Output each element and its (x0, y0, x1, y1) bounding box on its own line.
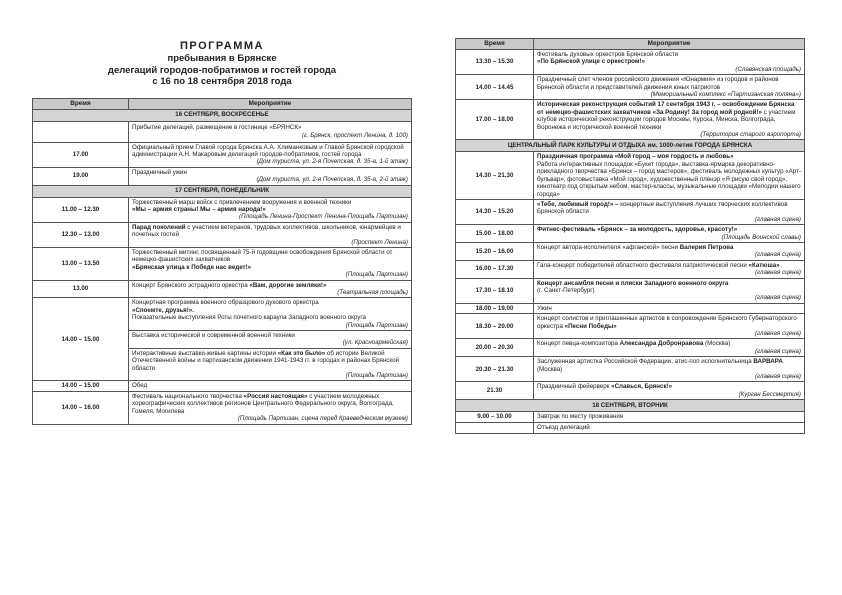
event-location: (Территория старого аэропорта) (700, 131, 801, 139)
time-cell: 12.30 – 13.00 (33, 222, 129, 247)
event-text: Выставка исторической и современной военной техники (132, 332, 295, 340)
day-header-sep17: 17 СЕНТЯБРЯ, ПОНЕДЕЛЬНИК (33, 185, 412, 197)
table-row (456, 50, 805, 75)
event-title: Историческая реконструкция событий 17 сентября 1943 г. – освобождение Брянска от немецко-фашистских захватчиков «За Родину! За город мой родной!» (537, 101, 795, 116)
event-cell (534, 225, 805, 243)
event-location: (Дом туриста, ул. 2-я Почепская, д. 35-а, 1-й этаж) (256, 158, 408, 166)
event-text-extra: об истории Великой Отечественной войны и партизанском движении 1941-1943 гг. в городах и районах Брянской области (132, 349, 400, 372)
event-title: «Брянская улица к Победе нас ведет!» (132, 263, 252, 271)
event-text: Концерт автора-исполнителя «афганской» песни (537, 243, 678, 251)
table-row (456, 100, 805, 140)
event-cell (129, 247, 412, 280)
table-row (456, 199, 805, 224)
program-title: ПРОГРАММА (180, 40, 264, 52)
event-cell (534, 314, 805, 339)
time-cell: 13.30 – 15.30 (456, 50, 534, 75)
table-row (33, 142, 412, 167)
event-title: «Споемте, друзья!». (132, 306, 194, 314)
program-subtitle-1: пребывания в Брянске (167, 53, 277, 64)
event-cell (129, 331, 412, 349)
left-page (32, 0, 412, 425)
event-title: Валерия Петрова (679, 243, 734, 251)
event-title: Александра Добронравова (619, 340, 704, 348)
event-text: концертные выступления лучших творческих коллективов Брянской области (537, 200, 788, 216)
table-row (456, 75, 805, 100)
event-text: Торжественный митинг, посвященный 75-й годовщине освобождения Брянской области от немецко-фашистских захватчиков (132, 248, 393, 264)
event-cell (534, 242, 805, 260)
table-row (456, 225, 805, 243)
event-cell (534, 199, 805, 224)
event-location: (Дом туриста, ул. 2-я Почепская, д. 35-а, 2-й этаж) (256, 176, 408, 184)
event-text: Праздничный ужин (132, 168, 187, 176)
event-title: «Катюша» (748, 261, 780, 269)
event-text: Интерактивные выставки-живые картины истории (132, 349, 276, 357)
event-cell (129, 167, 412, 185)
schedule-table-left (32, 98, 412, 425)
table-row (33, 247, 412, 280)
table-row (33, 298, 412, 331)
table-row (456, 422, 805, 433)
program-title-block (32, 40, 412, 88)
event-text: Праздничный фейерверк (537, 383, 610, 391)
event-title: Парад поколений (132, 223, 186, 231)
time-cell: 14.00 – 16.00 (33, 391, 129, 424)
event-location: (главная сцена) (754, 215, 801, 223)
table-row (33, 197, 412, 222)
event-location: (Курган Бессмертия) (738, 390, 801, 398)
event-title: «Россия настоящая» (243, 392, 308, 400)
event-title: «Песни Победы» (564, 322, 617, 330)
time-cell: 14.00 – 15.00 (33, 381, 129, 391)
event-title: ВАРВАРА (753, 358, 783, 366)
event-cell (129, 391, 412, 424)
table-row (33, 167, 412, 185)
time-cell: 13.00 – 13.50 (33, 247, 129, 280)
event-cell: Обед (129, 381, 412, 391)
event-cell (534, 382, 805, 400)
event-text: Работа интерактивных площадок «Букет города», выставка-ярмарка декоративно-прикладного творчества «Брянск – город мастеров», фестиваль молодежных культур «Арт-бульвар», фотовыставка «Мой город», художественный пленэр «Я рисую свой город», кинотеатр под открытым небом, мастер-классы, музыкальные площадки «Мелодии нашего города» (537, 160, 802, 198)
event-cell (129, 142, 412, 167)
table-header-row (33, 98, 412, 109)
event-location: (Площадь Партизан) (345, 271, 408, 279)
time-cell: 11.00 – 12.30 (33, 197, 129, 222)
table-row (33, 381, 412, 391)
table-header-row (456, 39, 805, 50)
event-cell (534, 100, 805, 140)
event-location: (Площадь Партизан) (345, 372, 408, 380)
time-cell: 17.00 (33, 142, 129, 167)
table-row (33, 222, 412, 247)
event-cell (534, 50, 805, 75)
time-cell: 15.20 – 16.00 (456, 242, 534, 260)
time-cell: 19.00 (33, 167, 129, 185)
table-row (456, 260, 805, 278)
event-header: Мероприятие (129, 98, 412, 109)
event-text: Концерт Брянского эстрадного оркестра (132, 281, 248, 289)
event-text: Торжественный марш войск с привлечением вооружения и военной техники (132, 198, 352, 206)
event-text-extra: (Москва) (537, 365, 563, 373)
event-text: Официальный прием Главой города Брянска А.А. Хлиманковым и Главой Брянской городской администрации А.Н. Макаровым делегаций городов-побратимов, гостей города (132, 143, 404, 158)
event-location: (Славянская площадь) (735, 65, 801, 73)
time-cell: 14.30 – 21.30 (456, 152, 534, 199)
time-cell: 17.30 – 18.10 (456, 278, 534, 303)
event-cell: Завтрак по месту проживания (534, 412, 805, 422)
event-text: Концерт солистов и приглашенных артистов в сопровождении Брянского Губернаторского оркестра (537, 315, 797, 330)
event-title: Концерт ансамбля песни и пляски Западного военного округа (537, 279, 729, 287)
event-location: (главная сцена) (754, 269, 801, 277)
time-cell (456, 422, 534, 433)
event-text-extra: Показательные выступления Роты почетного караула Западного военного округа (132, 314, 366, 322)
event-text: Концертная программа военного образцового духового оркестра (132, 299, 319, 307)
event-title: «Как это было» (277, 349, 326, 357)
time-cell: 17.00 – 18.00 (456, 100, 534, 140)
table-row (33, 391, 412, 424)
table-row (456, 357, 805, 382)
event-title: «По Брянской улице с оркестром!» (537, 58, 645, 66)
day-header-sep18: 18 СЕНТЯБРЯ, ВТОРНИК (456, 400, 805, 412)
event-cell (534, 278, 805, 303)
event-text: с участием клубов исторической реконструкции городов Москвы, Курска, Минска, Волгограда, Воронежа и исторической военной техники (537, 108, 796, 131)
event-title: Праздничная программа «Мой город – моя гордость и любовь» (537, 153, 734, 161)
table-row (33, 121, 412, 142)
time-cell: 15.00 – 18.00 (456, 225, 534, 243)
time-cell: 20.00 – 20.30 (456, 339, 534, 357)
time-cell: 14.30 – 15.20 (456, 199, 534, 224)
event-location: (Площадь Ленина-Проспект Ленина-Площадь Партизан) (239, 213, 408, 221)
time-cell: 16.00 – 17.30 (456, 260, 534, 278)
event-text: Фестиваль национального творчества (132, 392, 242, 400)
event-text: Концерт певца-композитора (537, 340, 618, 348)
time-cell: 18.30 – 20.00 (456, 314, 534, 339)
event-cell (534, 75, 805, 100)
time-cell: 14.00 – 15.00 (33, 298, 129, 381)
event-location: (Площадь Партизан) (345, 321, 408, 329)
event-text-extra: (Москва) (705, 340, 731, 348)
event-cell (534, 260, 805, 278)
event-header: Мероприятие (534, 39, 805, 50)
event-location: (Площадь Партизан, сцена перед Краеведческим музеем) (237, 415, 408, 423)
event-location: (ул. Красноармейская) (342, 339, 408, 347)
program-subtitle-3: с 16 по 18 сентября 2018 года (152, 76, 292, 87)
event-title: «Вам, дорогие земляки!» (249, 281, 327, 289)
event-title: «Тебе, любимый город!» – (537, 200, 619, 208)
event-text: Фестиваль духовых оркестров Брянской области (537, 51, 679, 58)
event-cell (129, 298, 412, 331)
table-row (33, 280, 412, 298)
day-header-sep16: 16 СЕНТЯБРЯ, ВОСКРЕСЕНЬЕ (33, 109, 412, 121)
time-cell: 9.00 – 10.00 (456, 412, 534, 422)
event-text: Заслуженная артистка Российской Федерации, атис-поп исполнительница (537, 358, 752, 366)
table-row (456, 303, 805, 313)
time-header: Время (456, 39, 534, 50)
event-location: (г. Брянск, проспект Ленина, д. 100) (301, 131, 408, 139)
event-location: (главная сцена) (754, 373, 801, 381)
time-cell: 20.30 – 21.30 (456, 357, 534, 382)
table-row (456, 152, 805, 199)
event-text: Праздничный слет членов российского движения «Юнармия» из городов и районов Брянской области и представителей движения юных патриотов (537, 76, 779, 91)
event-cell (129, 348, 412, 381)
event-text-extra: с участием молодежных хореографических коллективов регионов Центрального Федерального округа, Волгограда, Гомеля, Могилева (132, 392, 394, 415)
table-row (456, 412, 805, 422)
time-cell: 18.00 – 19.00 (456, 303, 534, 313)
event-text: (г. Санкт-Петербург) (537, 286, 595, 294)
event-location: (главная сцена) (754, 347, 801, 355)
event-cell (129, 121, 412, 142)
time-cell: 21.30 (456, 382, 534, 400)
event-cell (129, 197, 412, 222)
event-location: (главная сцена) (754, 294, 801, 302)
event-cell: Ужин (534, 303, 805, 313)
schedule-table-right (455, 38, 805, 434)
event-location: (главная сцена) (754, 330, 801, 337)
time-header: Время (33, 98, 129, 109)
table-row (456, 242, 805, 260)
event-location: (Площадь Воинской славы) (721, 233, 801, 241)
table-row (456, 278, 805, 303)
event-location: (Мемориальный комплекс «Партизанская поляна») (650, 91, 801, 99)
event-location: (Театральная площадь) (337, 289, 408, 296)
table-row (456, 382, 805, 400)
event-cell (129, 222, 412, 247)
event-cell: Отъезд делегаций (534, 422, 805, 433)
time-cell: 13.00 (33, 280, 129, 298)
event-location: (Проспект Ленина) (351, 238, 408, 246)
event-title: «Славься, Брянск!» (611, 383, 673, 391)
event-cell (129, 280, 412, 298)
right-page (455, 38, 805, 434)
event-location: (главная сцена) (754, 251, 801, 259)
park-section-header: ЦЕНТРАЛЬНЫЙ ПАРК КУЛЬТУРЫ И ОТДЫХА им. 1000-летия ГОРОДА БРЯНСКА (456, 140, 805, 152)
table-row (456, 314, 805, 339)
event-cell (534, 357, 805, 382)
event-text: с участием ветеранов, трудовых коллективов, школьников, юнармейцев и почетных гостей (132, 223, 401, 239)
event-cell (534, 152, 805, 199)
table-row (456, 339, 805, 357)
time-cell: 14.00 – 14.45 (456, 75, 534, 100)
time-cell (33, 121, 129, 142)
event-title: Фитнес-фестиваль «Брянск – за молодость, здоровье, красоту!» (537, 226, 738, 234)
event-text: Гала-концерт победителей областного фестиваля патриотической песни (537, 261, 747, 269)
event-text: Прибытие делегаций, размещение в гостинице «БРЯНСК» (132, 124, 302, 132)
event-cell (534, 339, 805, 357)
event-title: «Мы – армия страны! Мы – армия народа!» (132, 205, 266, 213)
program-subtitle-2: делегаций городов-побратимов и гостей города (107, 64, 337, 76)
